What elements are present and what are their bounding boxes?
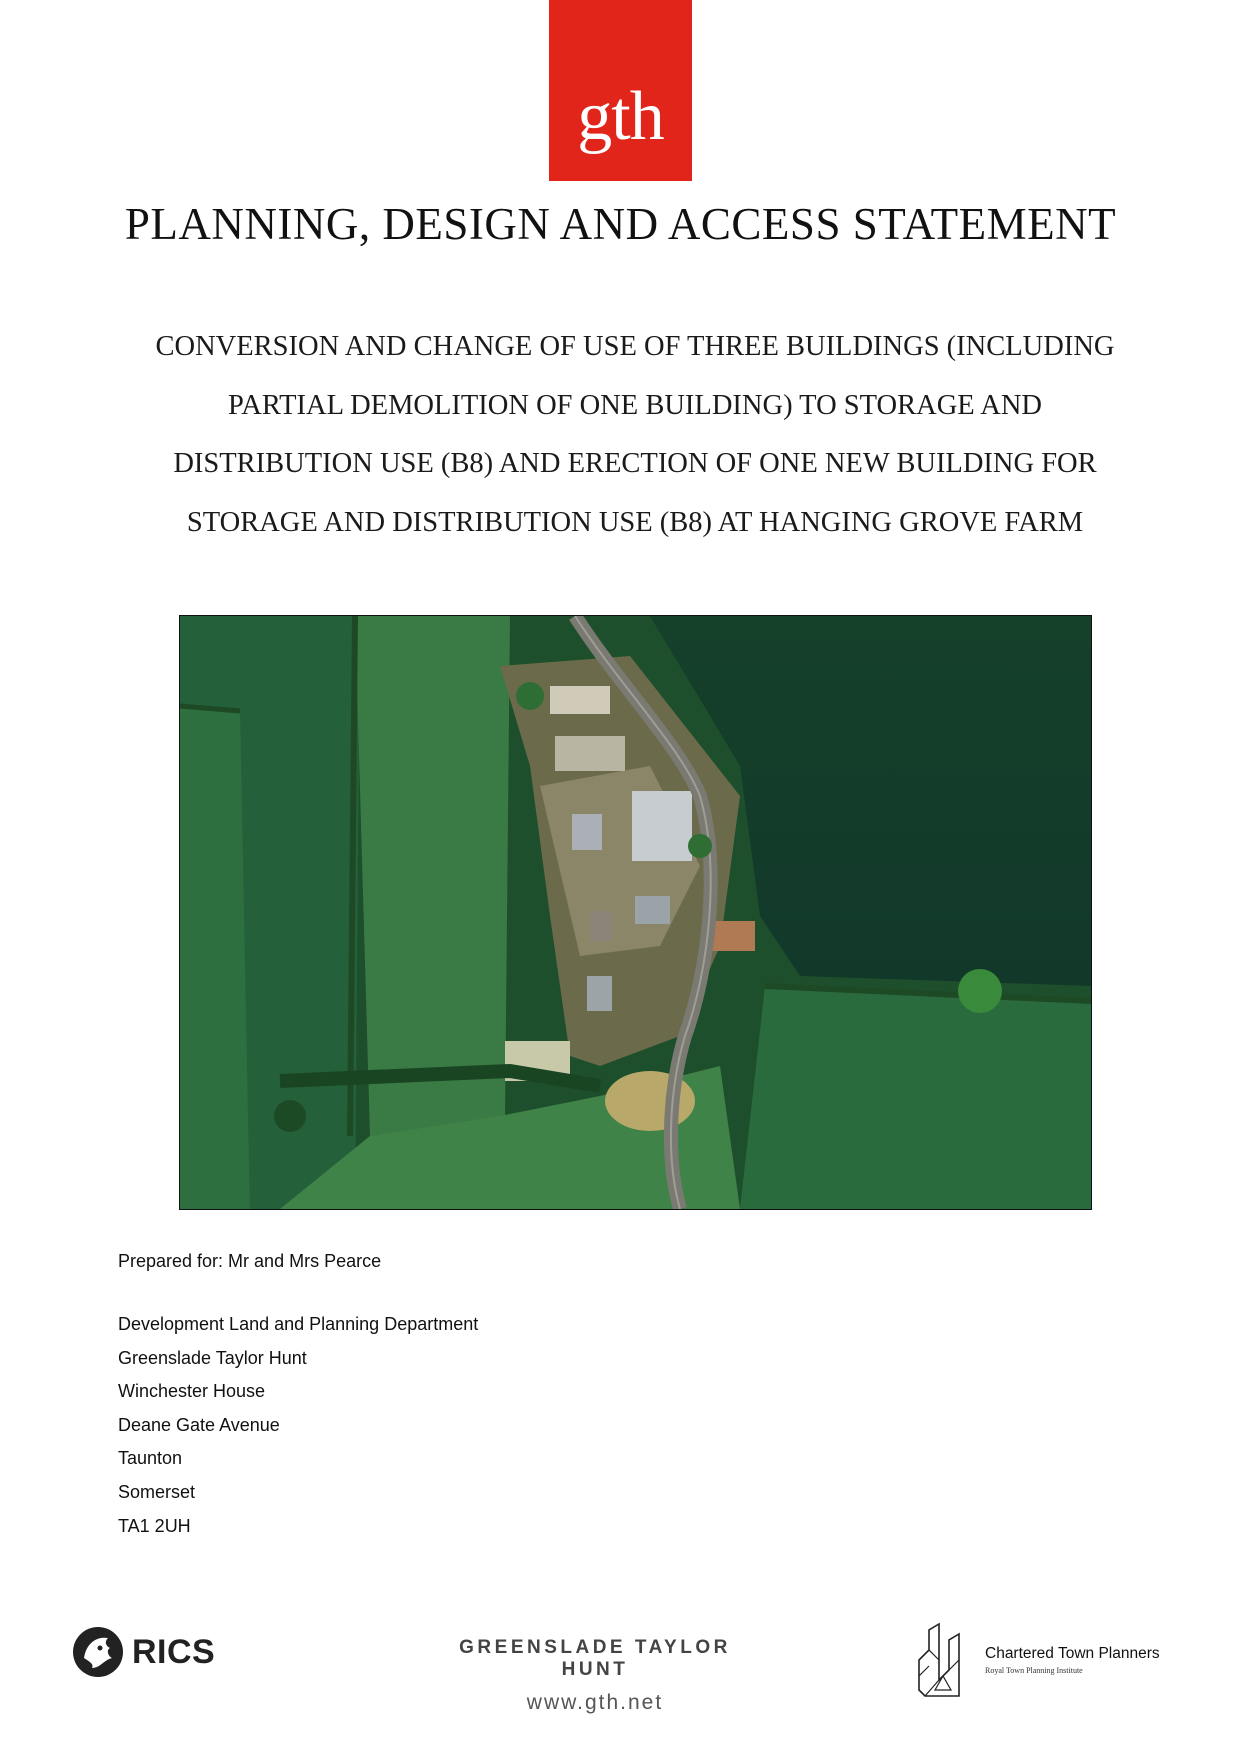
ctp-subtitle: Royal Town Planning Institute [985,1666,1083,1675]
gth-logo [549,0,692,181]
subtitle-line: PARTIAL DEMOLITION OF ONE BUILDING) TO STORAGE AND [228,389,1042,421]
subtitle-line: DISTRIBUTION USE (B8) AND ERECTION OF ONE NEW BUILDING FOR [173,448,1097,479]
address-line: Development Land and Planning Department [118,1314,479,1334]
company-footer [430,1637,760,1715]
subtitle-line: STORAGE AND DISTRIBUTION USE (B8) AT HANGING GROVE FARM [186,506,1084,538]
subtitle-line: CONVERSION AND CHANGE OF USE OF THREE BUILDINGS (INCLUDING [155,331,1115,362]
aerial-photo [179,615,1092,1210]
document-subtitle [120,318,1150,552]
company-website: www.gth.net [526,1691,664,1714]
rics-logo [70,1624,215,1680]
ctp-title: Chartered Town Planners [985,1645,1160,1662]
address-block [118,1312,478,1547]
address-line: Winchester House [118,1381,266,1402]
company-name: GREENSLADE TAYLOR HUNT [459,1637,731,1680]
gth-logo-text: gth [577,78,664,155]
ctp-logo [915,1620,1160,1700]
address-line: Somerset [118,1481,196,1502]
address-line: Deane Gate Avenue [118,1414,280,1435]
rics-text: RICS [132,1632,216,1671]
address-line: Taunton [118,1448,183,1469]
ctp-building-icon [915,1620,975,1700]
document-title: PLANNING, DESIGN AND ACCESS STATEMENT [124,199,1117,249]
prepared-for: Prepared for: Mr and Mrs Pearce [118,1251,382,1271]
address-line: Greenslade Taylor Hunt [118,1347,307,1368]
rics-lion-icon [70,1624,126,1680]
address-line: TA1 2UH [118,1515,191,1536]
aerial-photo-image [180,616,1091,1209]
